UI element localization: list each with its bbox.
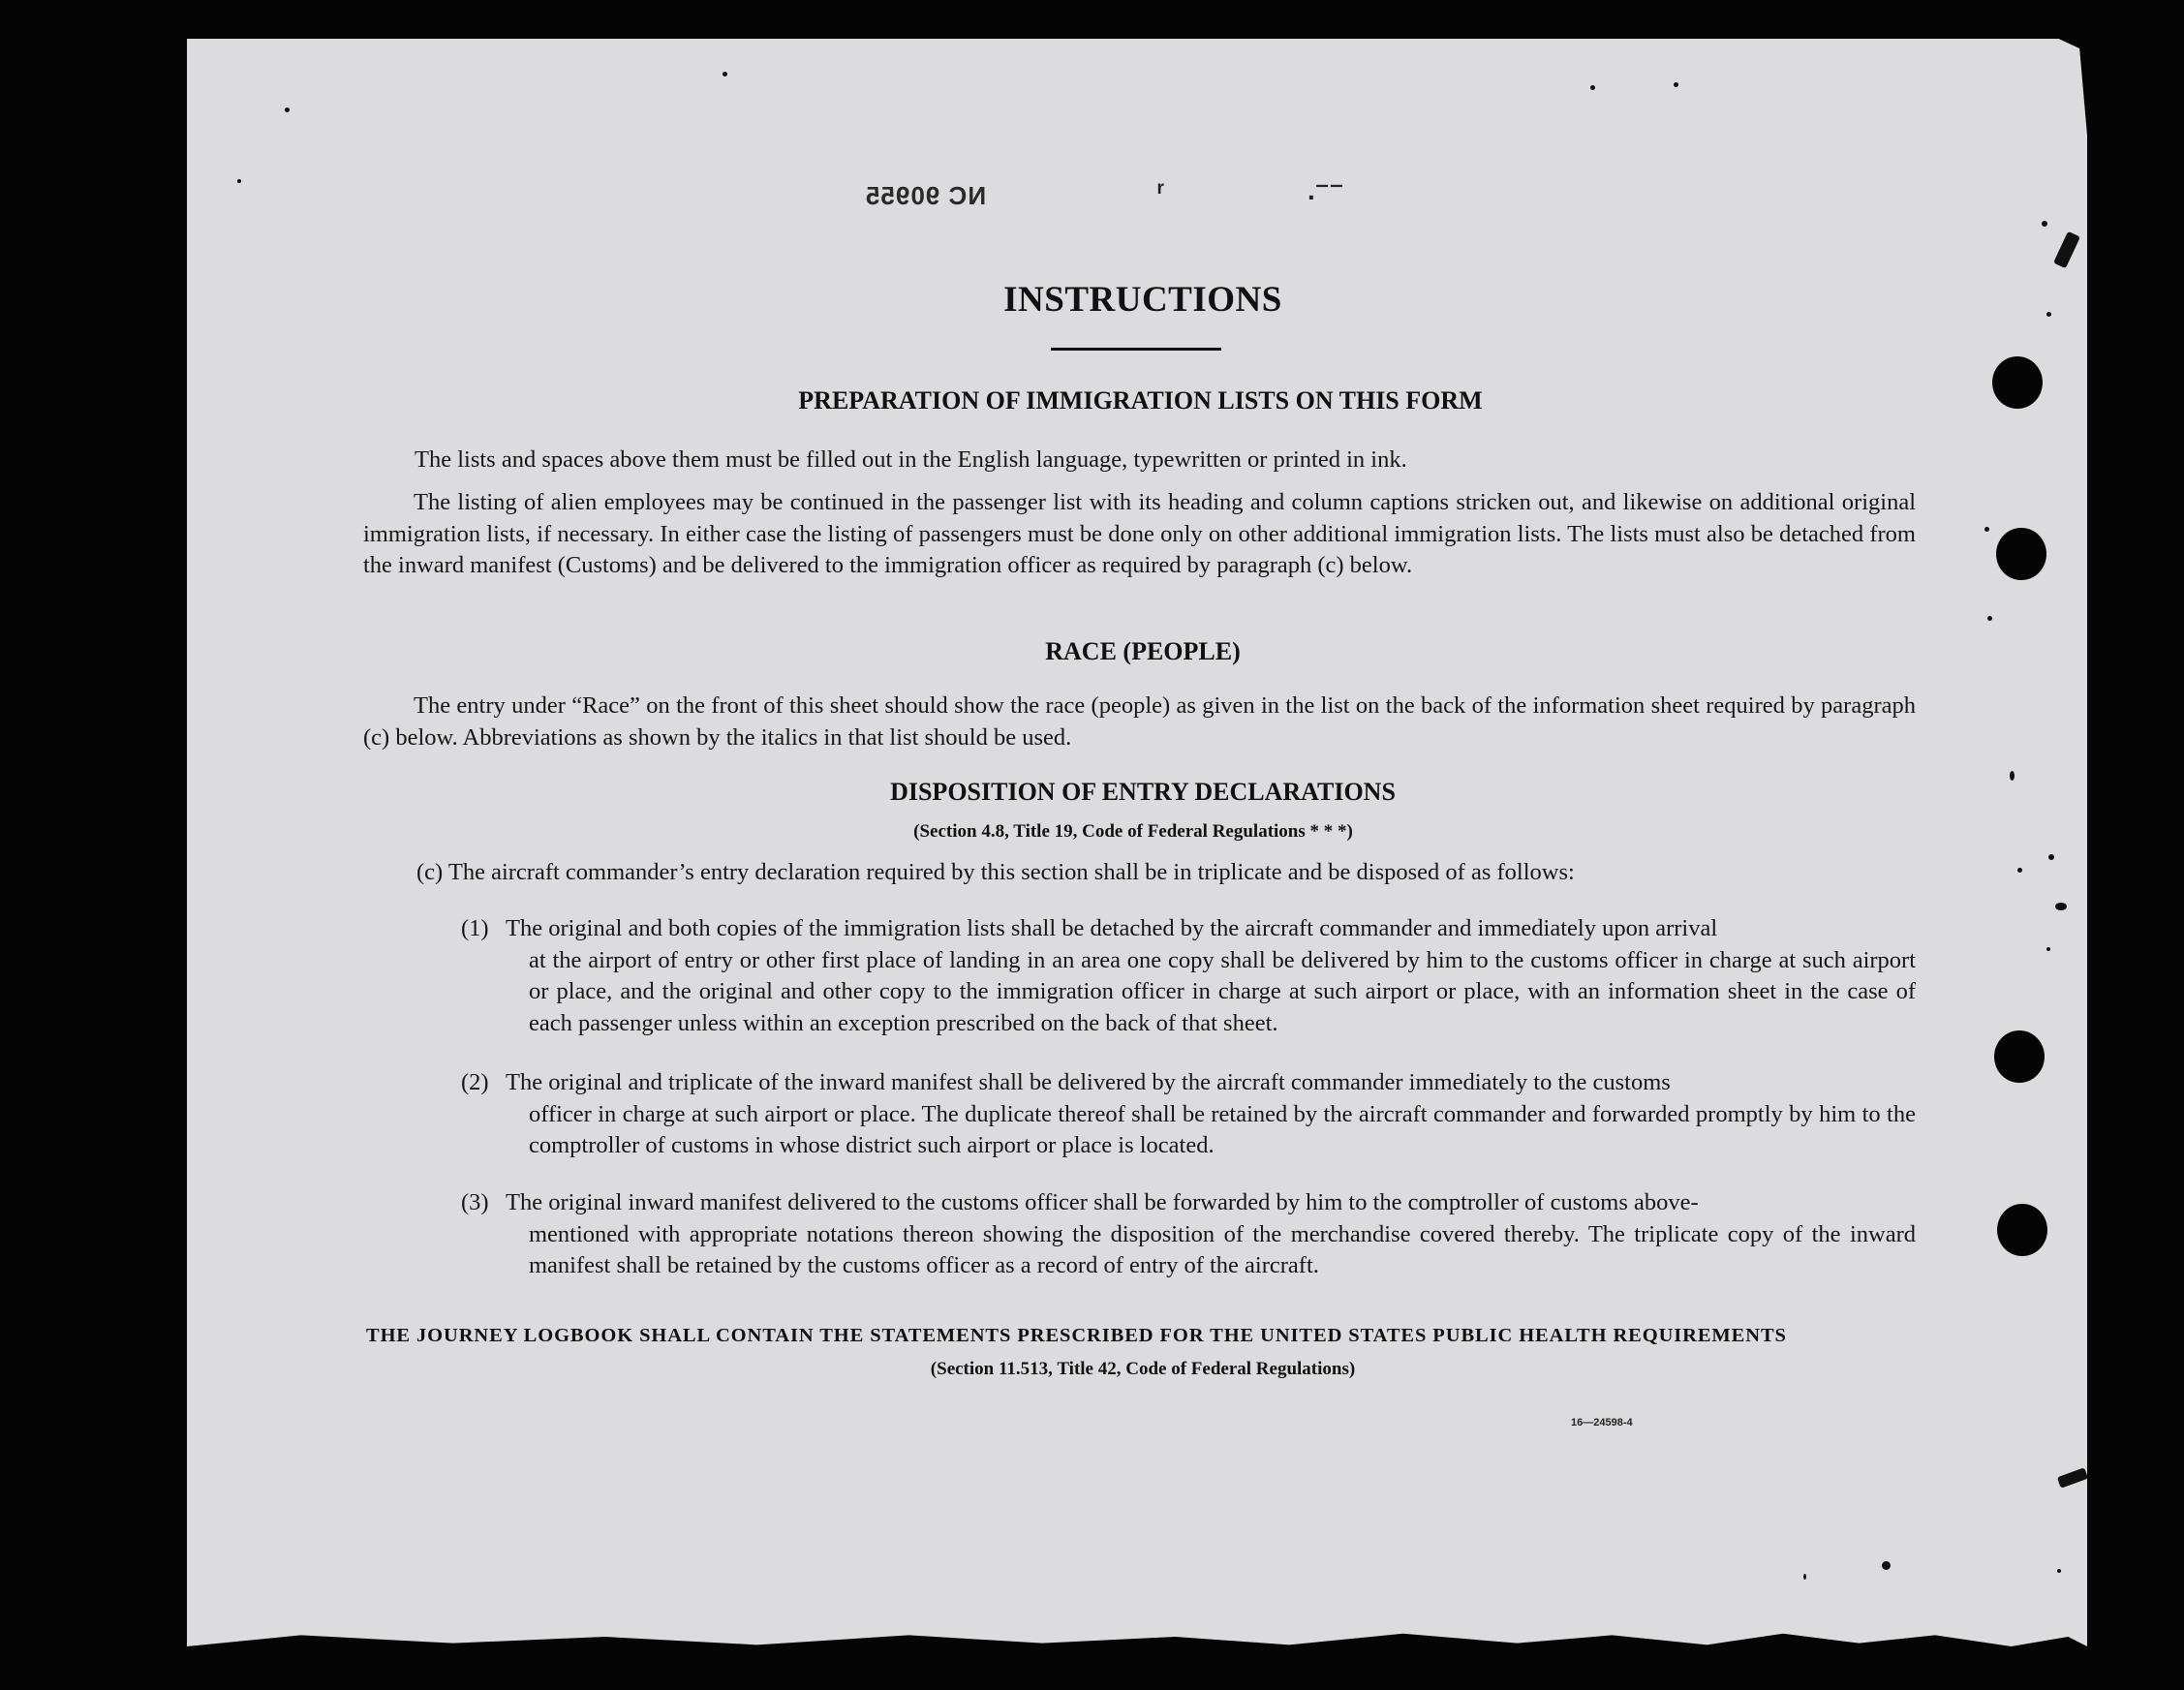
preparation-paragraph-1: The lists and spaces above them must be filled out in the English language, typewritten or printed in ink. xyxy=(415,446,1407,473)
section-heading-race: RACE (PEOPLE) xyxy=(1045,637,1241,665)
item-text-rest: mentioned with appropriate notations thereon showing the disposition of the merchandise covered thereby. The triplicate copy of the inward manifest shall be retained by the customs officer as a record of entry of the aircraft. xyxy=(529,1220,1916,1278)
public-health-statement: THE JOURNEY LOGBOOK SHALL CONTAIN THE STATEMENTS PRESCRIBED FOR THE UNITED STATES PUBLIC HEALTH REQUIREMENTS xyxy=(366,1325,1787,1346)
punch-hole xyxy=(1996,528,2046,580)
section-heading-preparation: PREPARATION OF IMMIGRATION LISTS ON THIS FORM xyxy=(798,386,1483,415)
disposition-item-1 xyxy=(461,913,1916,1039)
public-health-citation: (Section 11.513, Title 42, Code of Federal Regulations) xyxy=(930,1359,1356,1379)
scan-speck xyxy=(723,72,727,77)
scan-speck xyxy=(1882,1561,1891,1570)
scan-speck xyxy=(2042,221,2047,227)
scan-speck xyxy=(1987,616,1992,621)
stamp-mark: .⁻⁻ xyxy=(1307,175,1344,205)
punch-hole xyxy=(1992,356,2043,409)
item-number: (1) xyxy=(461,915,489,941)
scan-speck xyxy=(2046,947,2050,951)
scan-speck xyxy=(1803,1574,1806,1580)
disposition-intro: (c) The aircraft commander’s entry declaration required by this section shall be in triplicate and be disposed of as follows: xyxy=(416,859,1575,885)
preparation-paragraph-2: The listing of alien employees may be continued in the passenger list with its heading and column captions stricken out, and likewise on additional original immigration lists, if necessary. In either case the listing of passengers must be done only on other additional immigration lists. The lists must also be detached from the inward manifest (Customs) and be delivered to the immigration officer as required by paragraph (c) below. xyxy=(363,489,1916,578)
disposition-item-2 xyxy=(461,1067,1916,1162)
page-title: INSTRUCTIONS xyxy=(1003,280,1282,320)
item-number: (3) xyxy=(461,1189,489,1215)
item-text-first-line: The original and both copies of the immigration lists shall be detached by the aircraft commander and immediately upon arrival xyxy=(506,915,1718,941)
punch-hole xyxy=(1994,1030,2045,1083)
scan-speck xyxy=(237,179,241,183)
scan-speck xyxy=(1590,85,1595,90)
title-divider xyxy=(1051,348,1221,351)
item-number: (2) xyxy=(461,1069,489,1095)
scan-speck xyxy=(1984,527,1989,532)
scan-speck xyxy=(1674,82,1678,87)
scan-speck xyxy=(2048,854,2054,860)
item-text-rest: officer in charge at such airport or place. The duplicate thereof shall be retained by the aircraft commander and forwarded promptly by him to the comptroller of customs in whose district such airport or place is located. xyxy=(529,1100,1916,1158)
item-text-first-line: The original and triplicate of the inward manifest shall be delivered by the aircraft commander immediately to the customs xyxy=(506,1069,1671,1095)
item-text-rest: at the airport of entry or other first place of landing in an area one copy shall be delivered by him to the customs officer in charge at such airport or place, and the original and other copy to the immigration officer in charge at such airport or place, with an information sheet in the case of each passenger unless within an exception prescribed on the back of that sheet. xyxy=(529,946,1916,1036)
item-text-first-line: The original inward manifest delivered to the customs officer shall be forwarded by him to the comptroller of customs above- xyxy=(506,1189,1699,1215)
scan-speck xyxy=(2046,312,2051,317)
disposition-item-3 xyxy=(461,1187,1916,1282)
race-paragraph: The entry under “Race” on the front of this sheet should show the race (people) as given in the list on the back of the information sheet required by paragraph (c) below. Abbreviations as shown by the italics in that list should be used. xyxy=(363,692,1916,751)
mirrored-stamp-number: NC 90955 xyxy=(865,181,987,210)
disposition-citation: (Section 4.8, Title 19, Code of Federal Regulations * * *) xyxy=(913,821,1353,842)
scan-speck xyxy=(2017,868,2022,873)
scan-speck xyxy=(2055,903,2067,910)
scan-speck xyxy=(2010,771,2015,781)
section-heading-disposition: DISPOSITION OF ENTRY DECLARATIONS xyxy=(890,778,1396,806)
form-code: 16—24598-4 xyxy=(1571,1417,1633,1429)
stamp-mark: ʳ xyxy=(1157,176,1165,206)
scan-speck xyxy=(2057,1569,2061,1573)
scan-speck xyxy=(285,108,290,112)
punch-hole xyxy=(1997,1204,2047,1256)
